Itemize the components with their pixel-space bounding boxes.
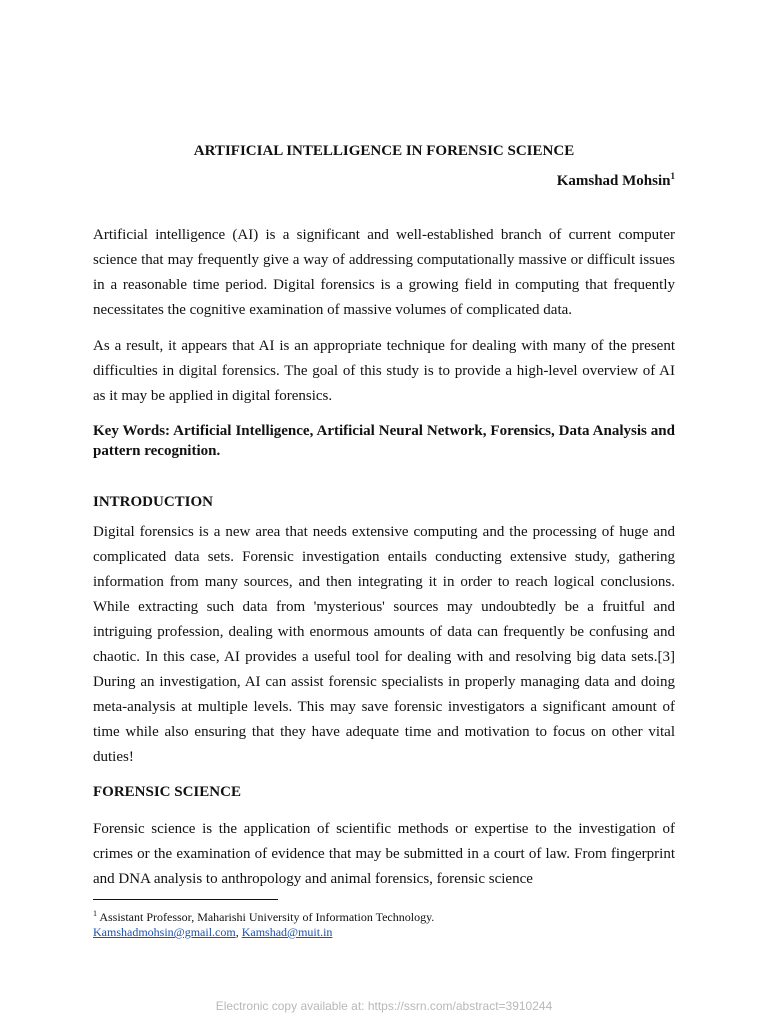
footnote: [93, 906, 434, 940]
author-name-text: Kamshad Mohsin: [556, 173, 671, 189]
email-separator: ,: [235, 925, 242, 939]
author-footnote-mark: 1: [670, 171, 675, 181]
author-name: [557, 171, 675, 190]
introduction-text: Digital forensics is a new area that needs extensive computing and the processing of huge and complicated data sets. Forensic investigation entails conducting extensive study, gathering information from many sources, and then integrating it in order to reach logical conclusions. While extracting such data from 'mysterious' sources may undoubtedly be a fruitful and intriguing profession, dealing with enormous amounts of data can frequently be confusing and chaotic. In this case, AI provides a useful tool for dealing with and resolving big data sets.[3] During an investigation, AI can assist forensic specialists in properly managing data and doing meta-analysis at multiple levels. This may save forensic investigators a significant amount of time while also ensuring that they have adequate time and motivation to focus on other vital duties!: [93, 524, 675, 765]
email-link-2[interactable]: Kamshad@muit.in: [241, 925, 333, 939]
footnote-line-1: [93, 906, 434, 925]
ssrn-footer-watermark: Electronic copy available at: https://ssrn.com/abstract=3910244: [215, 999, 553, 1013]
forensic-science-text: Forensic science is the application of scientific methods or expertise to the investigation of crimes or the examination of evidence that may be submitted in a court of law. From fingerprint and DNA analysis to anthropology and animal forensics, forensic science: [93, 821, 675, 887]
footnote-line-2: [93, 925, 434, 940]
footnote-affiliation: Assistant Professor, Maharishi University of Information Technology.: [97, 910, 435, 924]
abstract-paragraph-1: Artificial intelligence (AI) is a significant and well-established branch of current computer science that may frequently give a way of addressing computationally massive or difficult issues in a reasonable time period. Digital forensics is a growing field in computing that frequently necessitates the cognitive examination of massive volumes of complicated data.: [93, 227, 675, 318]
forensic-science-heading: FORENSIC SCIENCE: [93, 784, 241, 800]
email-link-1[interactable]: Kamshadmohsin@gmail.com: [93, 925, 236, 939]
abstract-paragraph-2: As a result, it appears that AI is an appropriate technique for dealing with many of the present difficulties in digital forensics. The goal of this study is to provide a high-level overview of AI as it may be applied in digital forensics.: [93, 338, 675, 404]
footnote-divider: [93, 899, 278, 900]
footnote-mark: 1: [93, 909, 97, 918]
introduction-heading: INTRODUCTION: [93, 494, 214, 510]
keywords: Key Words: Artificial Intelligence, Artificial Neural Network, Forensics, Data Analysis and pattern recognition.: [93, 423, 675, 459]
paper-title: ARTIFICIAL INTELLIGENCE IN FORENSIC SCIENCE: [193, 143, 575, 159]
